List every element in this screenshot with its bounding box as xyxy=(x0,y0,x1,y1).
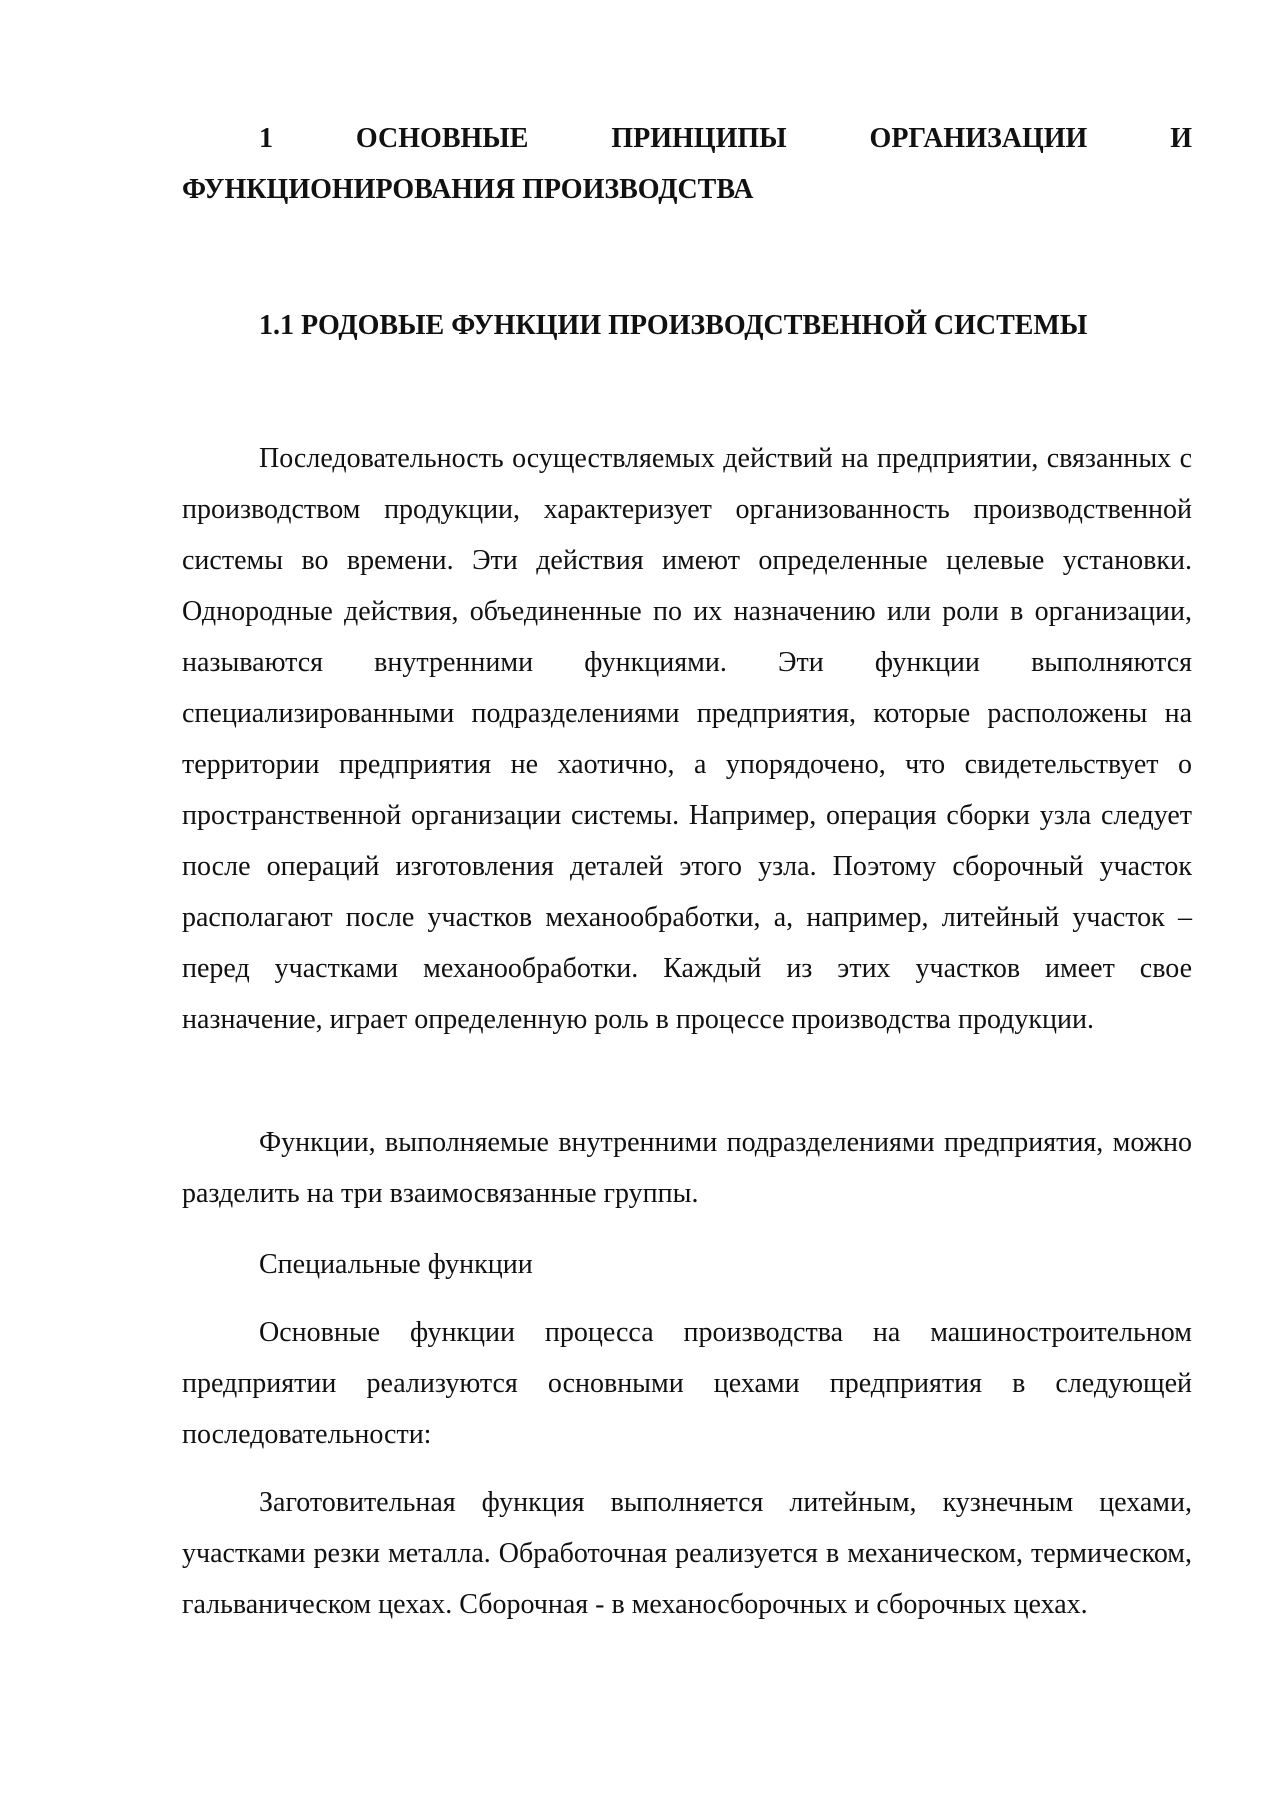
paragraph-procurement-function: Заготовительная функция выполняется литейным, кузнечным цехами, участками резки металла. Обработочная реализуется в механическом, термическом, гальваническом цехах. Сборочная - в механосборочных и сборочных цехах. xyxy=(182,1487,1192,1620)
paragraph-function-groups: Функции, выполняемые внутренними подразделениями предприятия, можно разделить на три взаимосвязанные группы. xyxy=(182,1127,1192,1209)
paragraph-special-functions: Специальные функции xyxy=(259,1249,533,1280)
paragraph-sequence-of-actions: Последовательность осуществляемых действий на предприятии, связанных с производством продукции, характеризует организованность производственной системы во времени. Эти действия имеют определенные целевые установки. Однородные действия, объединенные по их назначению или роли в организации, называются внутренними функциями. Эти функции выполняются специализированными подразделениями предприятия, которые расположены на территории предприятия не хаотично, а упорядочено, что свидетельствует о пространственной организации системы. Например, операция сборки узла следует после операций изготовления деталей этого узла. Поэтому сборочный участок располагают после участков механообработки, а, например, литейный участок – перед участками механообработки. Каждый из этих участков имеет свое назначение, играет определенную роль в процессе производства продукции. xyxy=(182,443,1192,1035)
chapter-title: 1 ОСНОВНЫЕ ПРИНЦИПЫ ОРГАНИЗАЦИИ И ФУНКЦИОНИРОВАНИЯ ПРОИЗВОДСТВА xyxy=(182,123,1192,205)
section-title: 1.1 РОДОВЫЕ ФУНКЦИИ ПРОИЗВОДСТВЕННОЙ СИСТЕМЫ xyxy=(259,310,1088,341)
paragraph-main-functions: Основные функции процесса производства на машиностроительном предприятии реализуются основными цехами предприятия в следующей последовательности: xyxy=(182,1317,1192,1450)
